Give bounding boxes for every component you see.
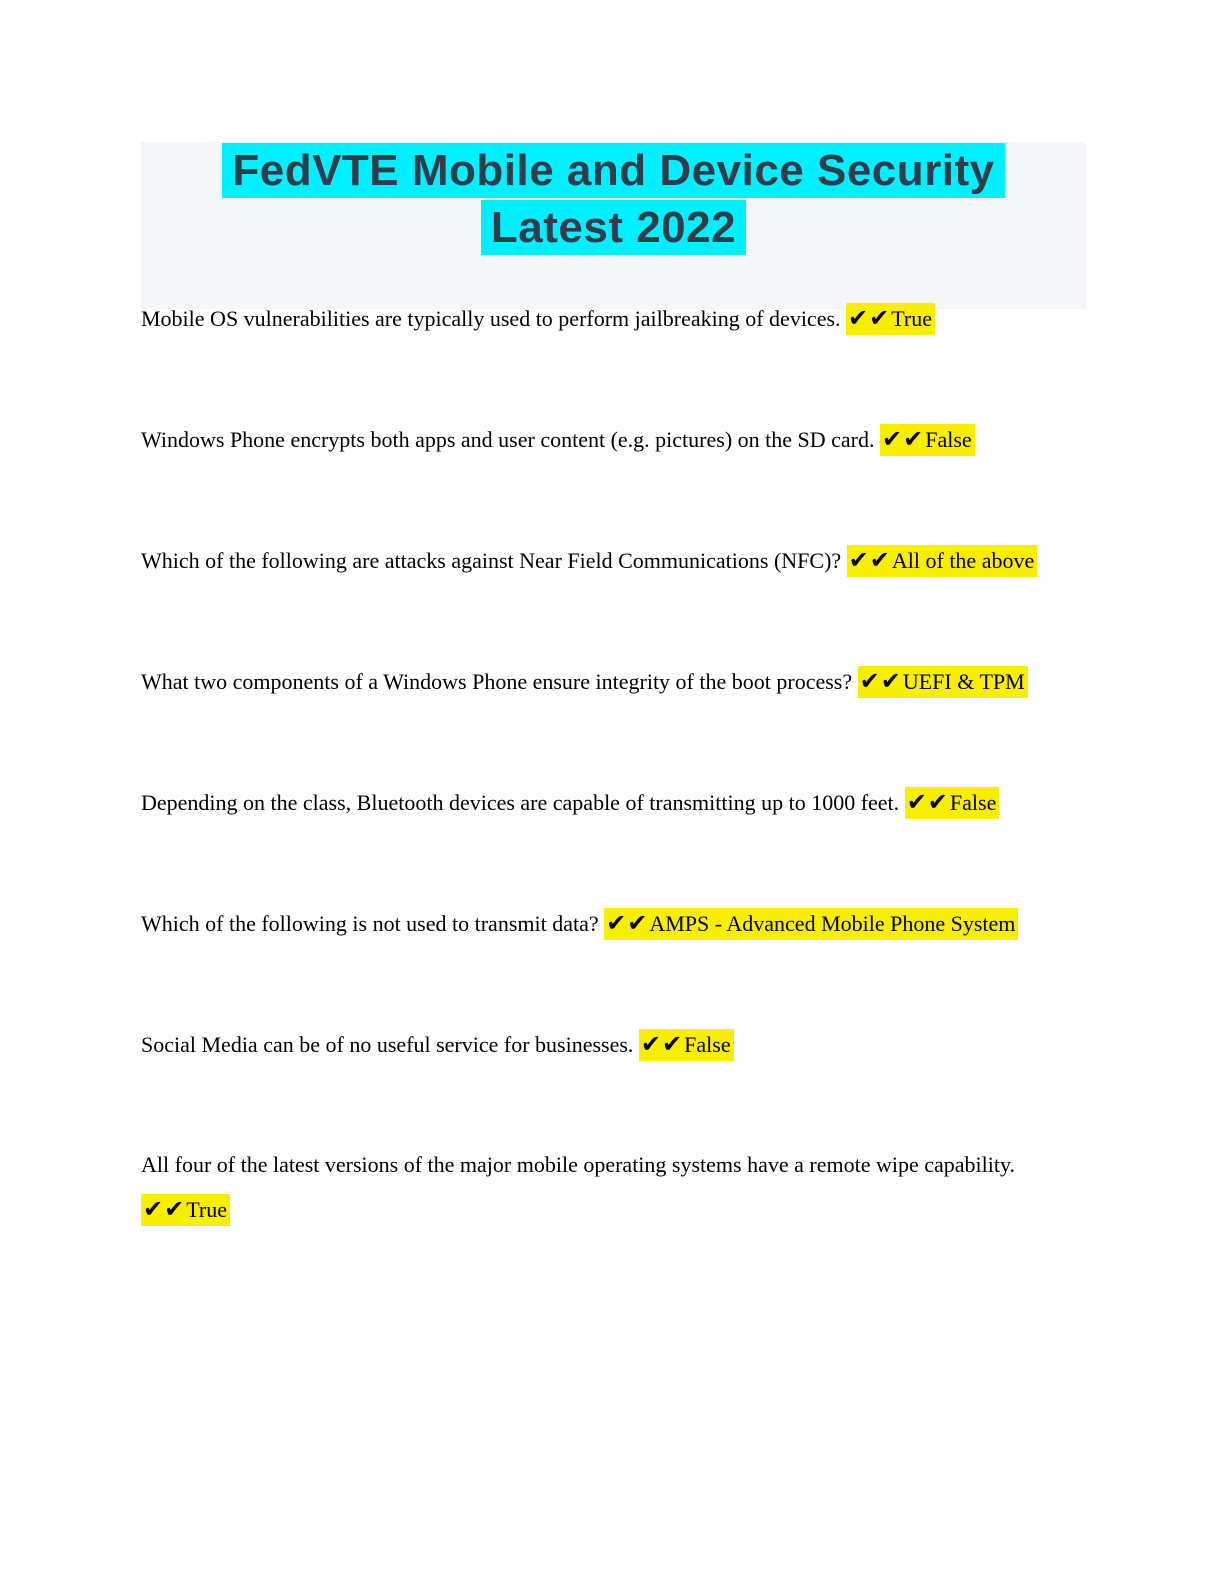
answer-highlight [639, 1029, 734, 1061]
title-block [141, 142, 1086, 309]
answer-highlight [604, 908, 1018, 940]
answer-text: True [186, 1197, 227, 1222]
answer-text: False [925, 427, 972, 452]
question-text: All four of the latest versions of the major mobile operating systems have a remote wipe capability. [141, 1152, 1016, 1177]
double-checkmark-icon: ✔✔ [848, 304, 891, 332]
answer-highlight [858, 666, 1028, 698]
answer-highlight [905, 787, 1000, 819]
qa-list [141, 296, 1081, 1308]
qa-item [141, 1022, 1081, 1067]
answer-text: AMPS - Advanced Mobile Phone System [649, 911, 1016, 936]
title-line-1: FedVTE Mobile and Device Security [222, 143, 1004, 198]
qa-item [141, 780, 1081, 825]
double-checkmark-icon: ✔✔ [606, 909, 649, 937]
answer-text: False [949, 790, 997, 815]
qa-item [141, 901, 1081, 946]
double-checkmark-icon: ✔✔ [859, 667, 902, 695]
question-text: Windows Phone encrypts both apps and user content (e.g. pictures) on the SD card. [141, 427, 880, 452]
double-checkmark-icon: ✔✔ [640, 1030, 684, 1058]
qa-item [141, 1143, 1081, 1232]
question-text: Mobile OS vulnerabilities are typically used to perform jailbreaking of devices. [141, 306, 847, 331]
question-text: What two components of a Windows Phone ensure integrity of the boot process? [141, 669, 858, 694]
double-checkmark-icon: ✔✔ [848, 546, 891, 574]
qa-item [141, 417, 1081, 462]
answer-text: UEFI & TPM [902, 669, 1025, 694]
answer-text: True [891, 306, 933, 331]
question-text: Social Media can be of no useful service for businesses. [141, 1032, 639, 1057]
answer-text: All of the above [891, 548, 1035, 573]
qa-item [141, 538, 1081, 583]
qa-item [141, 659, 1081, 704]
qa-item [141, 296, 1081, 341]
question-text: Which of the following are attacks against Near Field Communications (NFC)? [141, 548, 847, 573]
question-text: Depending on the class, Bluetooth devices are capable of transmitting up to 1000 feet. [141, 790, 905, 815]
answer-highlight [847, 545, 1038, 577]
answer-highlight [880, 424, 975, 456]
answer-highlight [141, 1194, 230, 1226]
title-line-2: Latest 2022 [481, 200, 746, 255]
answer-highlight [846, 303, 935, 335]
question-text: Which of the following is not used to transmit data? [141, 911, 605, 936]
double-checkmark-icon: ✔✔ [906, 788, 949, 816]
double-checkmark-icon: ✔✔ [882, 425, 925, 453]
double-checkmark-icon: ✔✔ [143, 1195, 186, 1223]
answer-text: False [684, 1032, 731, 1057]
document-title [141, 142, 1086, 256]
